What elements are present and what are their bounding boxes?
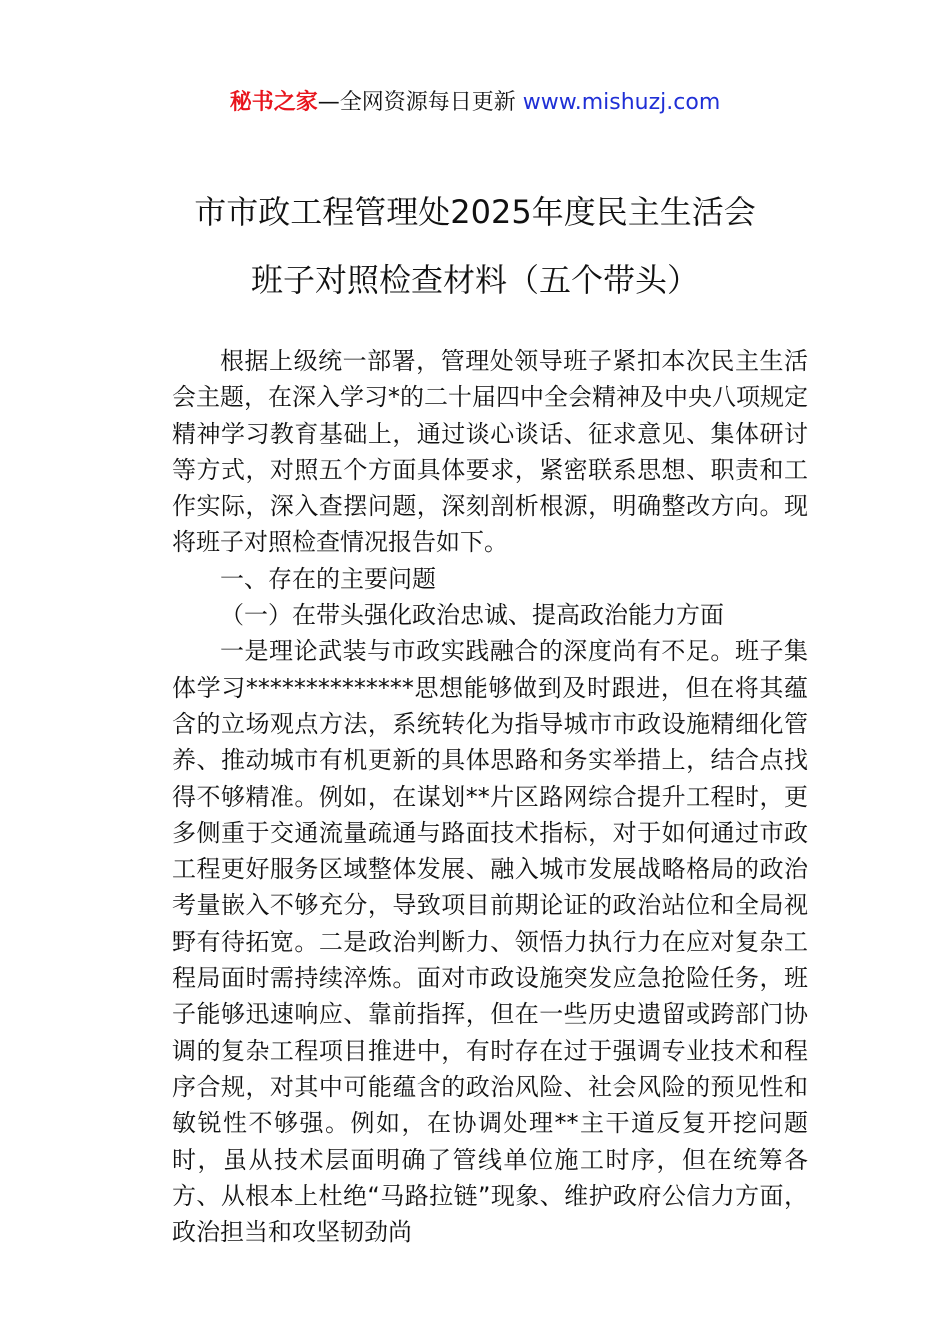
header-banner [0, 88, 950, 118]
banner-tagline: —全网资源每日更新 [317, 90, 523, 115]
document-title-line-2: 班子对照检查材料（五个带头） [250, 261, 699, 299]
body-paragraph: 一是理论武装与市政实践融合的深度尚有不足。班子集体学习**************思想能够做到及时跟进，但在将其蕴含的立场观点方法，系统转化为指导城市市政设施精细化管养、推动城市有机更新的具体思路和务实举措上，结合点找得不够精准。例如，在谋划**片区路网综合提升工程时，更多侧重于交通流量疏通与路面技术指标，对于如何通过市政工程更好服务区域整体发展、融入城市发展战略格局的政治考量嵌入不够充分，导致项目前期论证的政治站位和全局视野有待拓宽。二是政治判断力、领悟力执行力在应对复杂工程局面时需持续淬炼。面对市政设施突发应急抢险任务，班子能够迅速响应、靠前指挥，但在一些历史遗留或跨部门协调的复杂工程项目推进中，有时存在过于强调专业技术和程序合规，对其中可能蕴含的政治风险、社会风险的预见性和敏锐性不够强。例如，在协调处理**主干道反复开挖问题时，虽从技术层面明确了管线单位施工时序，但在统筹各方、从根本上杜绝“马路拉链”现象、维护政府公信力方面，政治担当和攻坚韧劲尚 [172, 637, 808, 1247]
document-title-line-1: 市市政工程管理处2025年度民主生活会 [194, 193, 756, 231]
document-body [172, 343, 808, 1250]
section-heading: 一、存在的主要问题 [220, 564, 436, 593]
site-link[interactable]: www.mishuzj.com [522, 90, 721, 115]
brand-name: 秘书之家 [229, 90, 318, 115]
intro-paragraph: 根据上级统一部署，管理处领导班子紧扣本次民主生活会主题，在深入学习*的二十届四中全会精神及中央八项规定精神学习教育基础上，通过谈心谈话、征求意见、集体研讨等方式，对照五个方面具体要求，紧密联系思想、职责和工作实际，深入查摆问题，深刻剖析根源，明确整改方向。现将班子对照检查情况报告如下。 [172, 347, 808, 557]
subsection-heading: （一）在带头强化政治忠诚、提高政治能力方面 [220, 601, 724, 630]
